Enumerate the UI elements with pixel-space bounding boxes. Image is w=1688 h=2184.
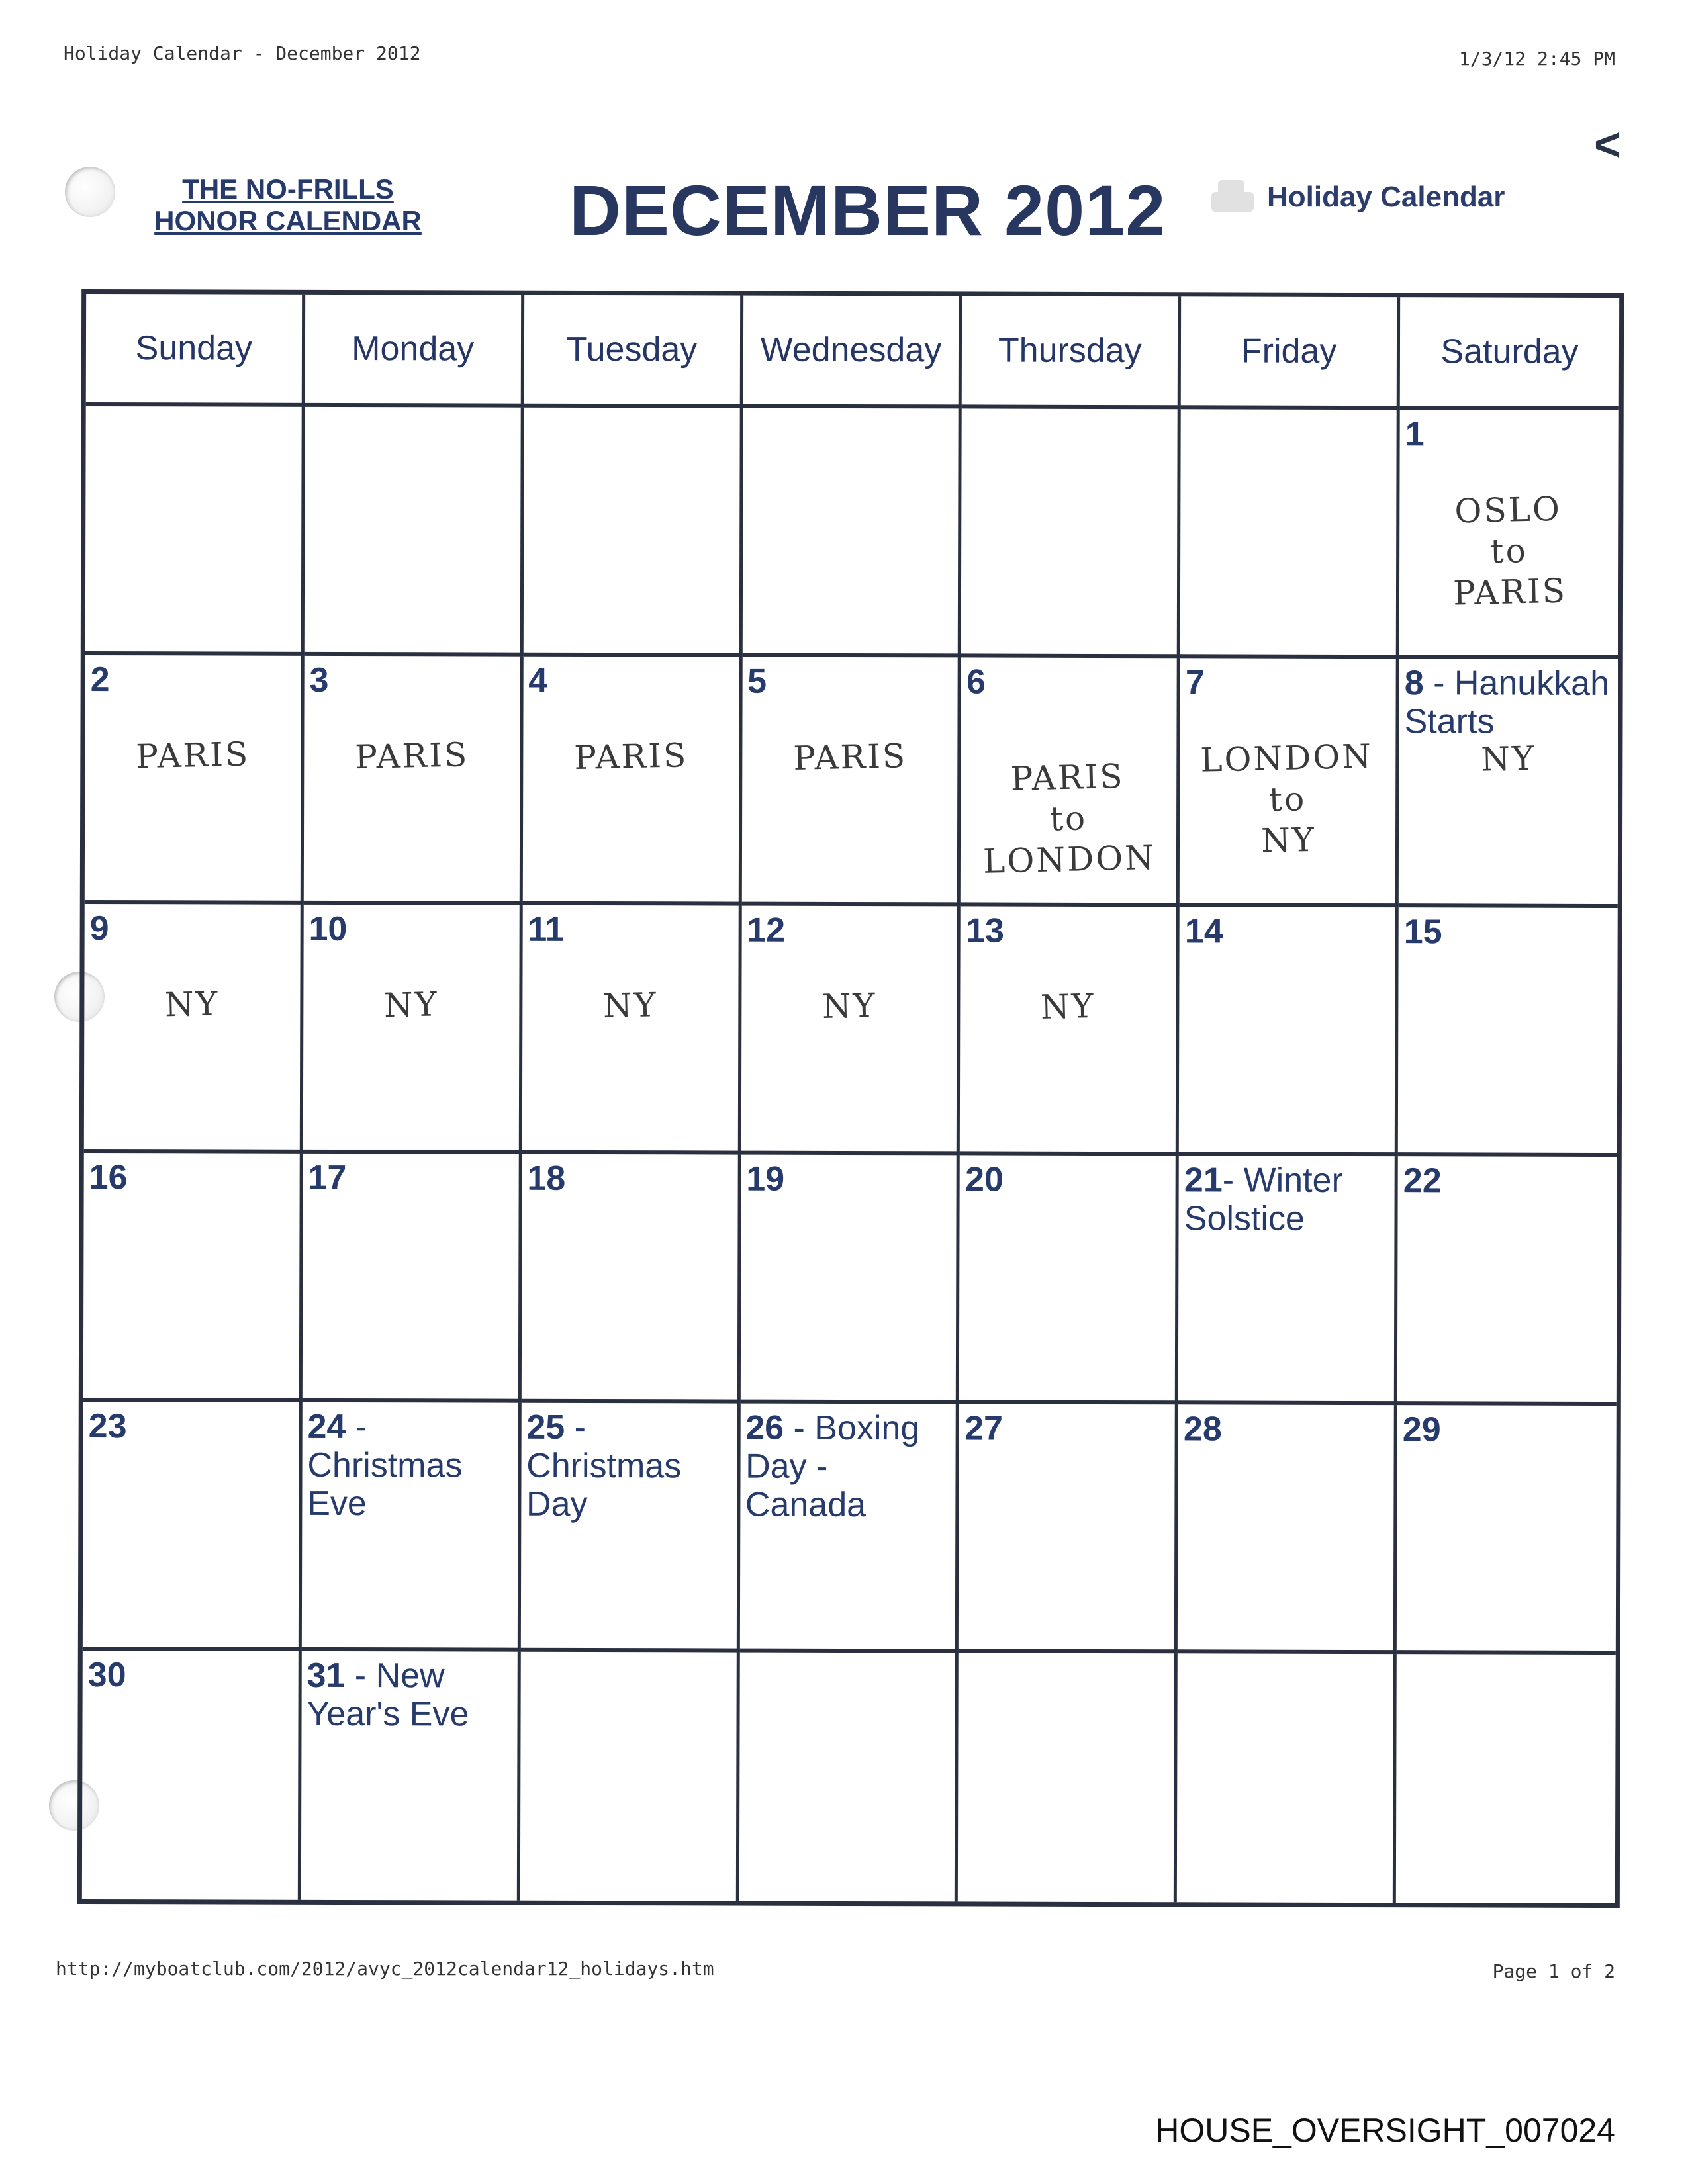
holiday-calendar-logo-icon: [1211, 177, 1258, 217]
handwritten-note: [1181, 486, 1397, 492]
bates-number: HOUSE_OVERSIGHT_007024: [1155, 2112, 1615, 2149]
handwritten-note: [83, 1728, 299, 1733]
handwritten-note: NY: [164, 984, 220, 1024]
weekday-header-thursday: Thursday: [962, 296, 1181, 409]
page-indicator: Page 1 of 2: [1492, 1960, 1615, 1982]
day-cell[interactable]: [85, 655, 305, 905]
handwritten-note: [83, 1479, 299, 1484]
day-number: 27: [964, 1409, 1004, 1448]
honor-calendar-link[interactable]: [146, 173, 430, 237]
day-heading: [747, 662, 953, 702]
day-heading: [1402, 1659, 1611, 1660]
handwritten-note: [85, 484, 301, 489]
day-cell[interactable]: [304, 656, 524, 905]
day-number: 16: [89, 1158, 128, 1197]
holiday-name: - Winter Solstice: [1184, 1161, 1343, 1238]
day-number: 8: [1404, 664, 1424, 703]
day-heading: [526, 1657, 731, 1658]
holiday-calendar-brand: [1211, 177, 1505, 217]
handwritten-note: NY: [383, 985, 440, 1025]
day-number: 23: [88, 1406, 127, 1446]
day-cell[interactable]: [83, 1402, 303, 1651]
day-number: 21: [1184, 1161, 1223, 1200]
handwritten-note: PARIS to LONDON: [982, 756, 1156, 881]
day-number: 10: [308, 909, 348, 949]
holiday-name: - Christmas Day: [526, 1408, 682, 1524]
handwritten-note: [520, 1729, 736, 1734]
day-cell[interactable]: [959, 1155, 1179, 1404]
day-cell[interactable]: [84, 904, 304, 1154]
day-heading: [1405, 664, 1613, 741]
day-cell[interactable]: [739, 1404, 959, 1653]
day-heading: [746, 1160, 951, 1199]
calendar-grid: [77, 289, 1624, 1908]
handwritten-note: NY: [602, 985, 659, 1026]
day-heading: [308, 1159, 513, 1198]
day-cell[interactable]: [959, 1404, 1178, 1653]
day-cell[interactable]: [303, 905, 523, 1154]
day-number: 26: [745, 1408, 784, 1447]
day-heading: [965, 1160, 1170, 1199]
source-url: http://myboatclub.com/2012/avyc_2012calendar12_holidays.htm: [56, 1958, 714, 1979]
handwritten-note: [84, 1230, 300, 1236]
day-number: 24: [307, 1407, 346, 1447]
holiday-name: - New Year's Eve: [306, 1657, 469, 1734]
handwritten-note: PARIS: [573, 736, 688, 778]
day-number: 13: [966, 911, 1005, 950]
day-number: 6: [966, 662, 986, 702]
day-cell[interactable]: [85, 406, 305, 656]
day-cell[interactable]: [1178, 1404, 1397, 1654]
honor-line-1: THE NO-FRILLS: [182, 173, 394, 205]
day-heading: [1405, 415, 1614, 454]
handwritten-note: [739, 1729, 955, 1735]
day-cell[interactable]: [302, 1402, 522, 1652]
day-cell[interactable]: [960, 906, 1180, 1156]
day-number: 9: [89, 909, 109, 948]
day-heading: [309, 661, 514, 700]
day-number: 3: [309, 660, 329, 700]
day-number: 1: [1405, 415, 1425, 454]
day-cell[interactable]: [739, 1653, 959, 1902]
day-cell[interactable]: [1177, 1653, 1397, 1903]
day-heading: [1403, 1161, 1612, 1201]
day-heading: [528, 662, 733, 701]
day-number: 25: [526, 1408, 565, 1447]
day-heading: [1185, 912, 1390, 951]
day-cell[interactable]: [1180, 409, 1400, 659]
day-cell[interactable]: [521, 1154, 741, 1404]
day-cell[interactable]: [961, 657, 1180, 907]
day-number: 17: [308, 1158, 347, 1198]
day-heading: [307, 1408, 512, 1524]
handwritten-note: NY: [1480, 739, 1536, 779]
handwritten-note: LONDON to NY: [1199, 737, 1374, 860]
handwritten-note: [1397, 1731, 1616, 1737]
day-heading: [310, 412, 516, 413]
weekday-header-saturday: Saturday: [1400, 297, 1619, 410]
weekday-header-tuesday: Tuesday: [524, 295, 743, 408]
day-cell[interactable]: [522, 905, 741, 1155]
day-cell[interactable]: [1399, 410, 1619, 659]
day-heading: [529, 413, 734, 414]
day-cell[interactable]: [741, 657, 961, 907]
day-heading: [966, 911, 1171, 950]
day-cell[interactable]: [520, 1652, 740, 1901]
day-number: 7: [1185, 663, 1205, 702]
weekday-header-friday: Friday: [1181, 296, 1400, 410]
day-number: 14: [1184, 912, 1223, 951]
day-cell[interactable]: [301, 1651, 521, 1901]
day-heading: [88, 1656, 293, 1695]
weekday-header-monday: Monday: [305, 295, 524, 408]
day-cell[interactable]: [741, 906, 961, 1156]
page-title: DECEMBER 2012: [569, 170, 1166, 250]
handwritten-note: PARIS: [135, 735, 250, 776]
weekday-header-sunday: Sunday: [86, 294, 305, 407]
day-cell[interactable]: [522, 657, 742, 906]
day-number: 18: [527, 1159, 566, 1198]
day-heading: [1404, 913, 1613, 952]
day-heading: [306, 1657, 512, 1734]
handwritten-note: [1180, 984, 1395, 989]
handwritten-note: [959, 1481, 1175, 1486]
holiday-calendar-label: Holiday Calendar: [1267, 181, 1505, 213]
day-heading: [1403, 1410, 1611, 1449]
day-cell[interactable]: [740, 1155, 960, 1404]
holiday-name: - Boxing Day - Canada: [745, 1408, 920, 1525]
handwritten-note: [303, 1230, 518, 1236]
handwritten-note: NY: [821, 986, 877, 1026]
handwritten-note: [1399, 985, 1618, 990]
day-cell[interactable]: [1180, 658, 1399, 907]
handwritten-note: [522, 1231, 737, 1236]
day-cell[interactable]: [961, 408, 1181, 658]
day-cell[interactable]: [523, 408, 743, 657]
day-number: 2: [90, 660, 110, 700]
print-header-timestamp: 1/3/12 2:45 PM: [1458, 48, 1615, 69]
handwritten-note: [959, 1730, 1174, 1735]
day-number: 15: [1403, 913, 1442, 952]
day-number: 5: [747, 662, 767, 701]
handwritten-note: NY: [1040, 986, 1096, 1026]
handwritten-note: [741, 1232, 957, 1237]
day-cell[interactable]: [1178, 1156, 1398, 1405]
day-heading: [747, 911, 952, 950]
day-heading: [1186, 414, 1391, 415]
handwritten-note: [960, 1232, 1176, 1238]
handwritten-note: PARIS: [792, 736, 908, 778]
day-heading: [1184, 1410, 1389, 1449]
print-header-title: Holiday Calendar - December 2012: [64, 42, 421, 64]
day-heading: [89, 1158, 295, 1197]
day-heading: [89, 1407, 294, 1446]
holiday-name: - Hanukkah Starts: [1404, 664, 1610, 741]
day-heading: [308, 910, 514, 949]
handwritten-note: [1178, 1731, 1393, 1736]
handwritten-note: [524, 484, 739, 490]
day-cell[interactable]: [82, 1651, 302, 1900]
weekday-header-wednesday: Wednesday: [743, 296, 962, 409]
day-cell[interactable]: [1179, 907, 1399, 1156]
day-cell[interactable]: [958, 1653, 1178, 1902]
handwritten-note: [962, 486, 1178, 491]
holiday-name: - Christmas Eve: [307, 1408, 463, 1524]
day-cell[interactable]: [1397, 1405, 1617, 1655]
day-heading: [528, 911, 733, 950]
day-heading: [964, 1658, 1169, 1659]
day-cell[interactable]: [1397, 1156, 1617, 1406]
day-number: 4: [528, 661, 548, 700]
handwritten-note: OSLO to PARIS: [1452, 489, 1568, 613]
handwritten-note: PARIS: [354, 735, 469, 777]
day-number: 30: [87, 1655, 126, 1695]
day-heading: [1184, 1161, 1389, 1238]
day-cell[interactable]: [1398, 907, 1618, 1157]
honor-line-2: HONOR CALENDAR: [154, 205, 422, 236]
day-heading: [91, 660, 296, 700]
day-cell[interactable]: [1396, 1654, 1616, 1903]
day-cell[interactable]: [83, 1153, 303, 1402]
day-cell[interactable]: [742, 408, 962, 658]
handwritten-note: [1397, 1482, 1617, 1488]
handwritten-note: [743, 485, 959, 490]
binder-hole-top: [65, 167, 115, 217]
day-cell[interactable]: [1399, 659, 1618, 908]
day-cell[interactable]: [521, 1403, 741, 1653]
day-number: 28: [1183, 1410, 1222, 1449]
handwritten-note: [305, 484, 520, 489]
day-heading: [1186, 663, 1391, 702]
day-heading: [964, 1409, 1170, 1448]
day-number: 31: [306, 1656, 346, 1696]
chevron-left-icon[interactable]: <: [1594, 118, 1621, 170]
day-heading: [526, 1408, 731, 1524]
day-number: 29: [1402, 1410, 1441, 1449]
day-heading: [745, 1658, 950, 1659]
handwritten-note: [1178, 1482, 1394, 1487]
day-cell[interactable]: [305, 407, 524, 657]
day-heading: [745, 1409, 951, 1525]
day-number: 11: [528, 910, 565, 949]
day-cell[interactable]: [303, 1154, 522, 1403]
day-heading: [966, 662, 1172, 702]
day-number: 20: [965, 1160, 1004, 1199]
day-number: 19: [746, 1160, 785, 1199]
day-number: 22: [1403, 1161, 1442, 1201]
day-heading: [527, 1160, 732, 1199]
day-number: 12: [747, 911, 786, 950]
handwritten-note: [1398, 1234, 1617, 1239]
day-heading: [90, 909, 295, 948]
